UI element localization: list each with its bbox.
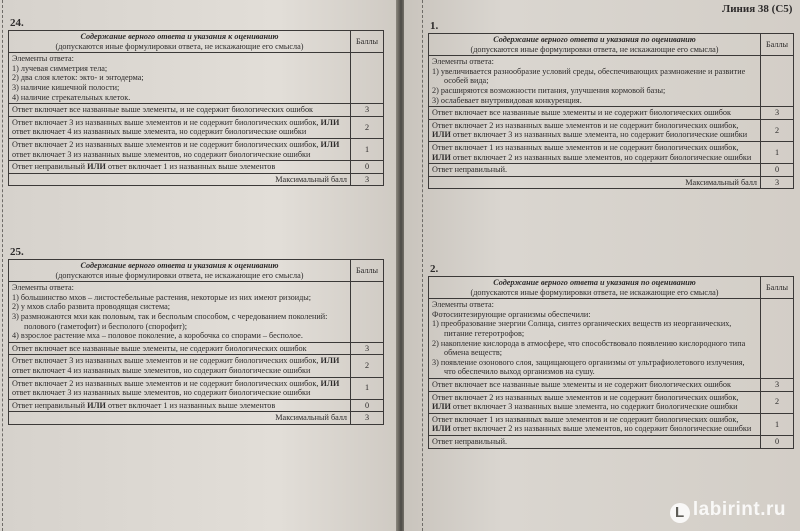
criterion-text-part: ответ включает 4 из названных выше элементов, но содержит биологические ошибки — [12, 365, 311, 375]
labirint-logo-icon: L — [670, 503, 690, 523]
criterion-text: Ответ неправильный. — [429, 435, 761, 448]
empty-points-cell — [351, 282, 384, 343]
header-content-cell — [9, 31, 351, 53]
header-subtitle: (допускаются иные формулировки ответа, не искажающие его смысла) — [55, 41, 304, 51]
criterion-text — [429, 141, 761, 163]
criterion-text — [9, 399, 351, 412]
criterion-row — [429, 119, 794, 141]
element-item: 1) преобразование энергии Солнца, синтез органических веществ из неорганических, питание гетеротрофов; — [432, 319, 732, 338]
criterion-text-part: Ответ неправильный — [12, 162, 88, 172]
question-number-1: 1. — [430, 20, 439, 32]
criterion-points: 2 — [761, 119, 794, 141]
criterion-row — [9, 399, 384, 412]
header-title: Содержание верного ответа и указания по оцениванию — [493, 278, 696, 287]
element-item: 2) два слоя клеток: экто- и энтодерма; — [12, 73, 144, 83]
max-row — [9, 412, 384, 425]
criterion-text-part: Ответ включает 2 из названных выше элементов и не содержит биологических ошибок, — [432, 120, 739, 130]
criterion-text-part: ответ включает 2 из названных выше элементов, но содержит биологические ошибки — [450, 424, 752, 434]
elements-intro: Фотосинтезирующие организмы обеспечили: — [432, 309, 591, 319]
max-points: 3 — [761, 176, 794, 189]
or-emphasis: ИЛИ — [432, 402, 451, 412]
question-number-24: 24. — [10, 17, 24, 29]
criterion-points: 0 — [761, 164, 794, 177]
max-label: Максимальный балл — [429, 176, 761, 189]
criterion-text — [9, 138, 351, 160]
criterion-row — [429, 107, 794, 120]
element-item: 3) появление озонового слоя, защищающего организмы от ультрафиолетового излучения, что обеспечило выход организмов на сушу. — [432, 357, 745, 377]
or-emphasis: ИЛИ — [87, 400, 106, 410]
criterion-text-part: ответ включает 1 из названных выше элементов — [105, 400, 276, 410]
element-item: 1) лучевая симметрия тела; — [12, 63, 108, 73]
header-subtitle: (допускаются иные формулировки ответа, не искажающие его смысла) — [55, 270, 304, 280]
max-points: 3 — [351, 173, 384, 186]
element-item: 3) ослабевает внутривидовая конкуренция. — [432, 95, 582, 105]
criterion-points: 1 — [761, 141, 794, 163]
criterion-text-part: Ответ включает 2 из названных выше элементов и не содержит биологических ошибок, — [432, 392, 739, 402]
criterion-text: Ответ неправильный. — [429, 164, 761, 177]
answer-table-2 — [428, 276, 794, 449]
criterion-text-part: Ответ включает 3 из названных выше элементов и не содержит биологических ошибок, — [12, 117, 321, 127]
criterion-text-part: ответ включает 3 из названных выше элементов, но содержит биологические ошибки — [12, 388, 311, 398]
question-number-25: 25. — [10, 246, 24, 258]
max-points: 3 — [351, 412, 384, 425]
element-item: 1) большинство мхов – листостебельные растения, некоторые из них имеют ризоиды; — [12, 292, 312, 302]
elements-row — [429, 299, 794, 379]
empty-points-cell — [761, 56, 794, 107]
elements-title: Элементы ответа: — [12, 283, 74, 293]
table-header-row — [429, 34, 794, 56]
elements-cell — [429, 299, 761, 379]
right-page — [404, 0, 800, 531]
answer-table-1 — [428, 33, 794, 189]
criterion-text: Ответ включает все названные выше элементы и не содержит биологических ошибок — [429, 107, 761, 120]
criterion-text-part: Ответ включает 1 из названных выше элементов и не содержит биологических ошибок, — [432, 142, 739, 152]
header-subtitle: (допускаются иные формулировки ответа, не искажающие его смысла) — [470, 287, 719, 297]
answer-table-24 — [8, 30, 384, 186]
or-emphasis: ИЛИ — [320, 356, 340, 366]
criterion-row — [9, 342, 384, 355]
or-emphasis: ИЛИ — [320, 117, 340, 127]
criterion-text — [9, 161, 351, 174]
criterion-text — [429, 391, 761, 413]
header-subtitle: (допускаются иные формулировки ответа, не искажающие его смысла) — [470, 44, 719, 54]
table-header-row — [9, 260, 384, 282]
element-item: 4) наличие стрекательных клеток. — [12, 92, 131, 102]
criterion-row — [9, 104, 384, 117]
elements-row — [9, 282, 384, 343]
criterion-text-part: Ответ включает 3 из названных выше элементов и не содержит биологических ошибок, — [12, 356, 321, 366]
answer-table-25 — [8, 259, 384, 425]
criterion-points: 3 — [351, 342, 384, 355]
element-item: 1) увеличивается разнообразие условий среды, обеспечивающих размножение и развитие особей вида; — [432, 66, 746, 86]
criterion-points: 1 — [351, 377, 384, 399]
elements-cell — [9, 53, 351, 104]
elements-title: Элементы ответа: — [432, 57, 494, 67]
header-points: Баллы — [761, 277, 794, 299]
elements-row — [429, 56, 794, 107]
criterion-text — [9, 116, 351, 138]
criterion-points: 0 — [351, 399, 384, 412]
watermark-text: labirint.ru — [692, 499, 786, 520]
element-item: 2) накопление кислорода в атмосфере, что способствовало появлению кислородного типа обмена веществ; — [432, 338, 746, 358]
empty-points-cell — [761, 299, 794, 379]
header-title: Содержание верного ответа и указания к оцениванию — [80, 261, 279, 270]
criterion-text-part: ответ включает 3 из названных выше элементов, но содержит биологические ошибки — [12, 149, 311, 159]
criterion-text — [9, 355, 351, 377]
elements-title: Элементы ответа: — [432, 300, 494, 310]
max-label: Максимальный балл — [9, 412, 351, 425]
table-header-row — [429, 277, 794, 299]
criterion-points: 1 — [351, 138, 384, 160]
watermark — [670, 499, 786, 523]
cut-line-left — [2, 0, 3, 531]
header-points: Баллы — [761, 34, 794, 56]
header-content-cell — [429, 34, 761, 56]
or-emphasis: ИЛИ — [320, 139, 340, 149]
element-item: 2) расширяются возможности питания, улучшения кормовой базы; — [432, 85, 666, 95]
criterion-text — [9, 377, 351, 399]
question-number-2: 2. — [430, 263, 439, 275]
header-points: Баллы — [351, 260, 384, 282]
criterion-text: Ответ включает все названные выше элементы, не содержит биологических ошибок — [9, 342, 351, 355]
criterion-points: 0 — [351, 161, 384, 174]
criterion-text — [429, 119, 761, 141]
empty-points-cell — [351, 53, 384, 104]
criterion-row — [429, 435, 794, 448]
header-content-cell — [9, 260, 351, 282]
criterion-text-part: ответ включает 2 из названных выше элементов, но содержит биологические ошибки — [450, 152, 752, 162]
elements-cell — [9, 282, 351, 343]
criterion-row — [429, 378, 794, 391]
elements-row — [9, 53, 384, 104]
criterion-row — [429, 413, 794, 435]
or-emphasis: ИЛИ — [87, 162, 106, 172]
criterion-row — [9, 116, 384, 138]
or-emphasis: ИЛИ — [432, 152, 451, 162]
criterion-text-part: Ответ неправильный — [12, 400, 88, 410]
element-item: 3) наличие кишечной полости; — [12, 82, 120, 92]
criterion-text-part: ответ включает 3 названных выше элемента, но содержит биологические ошибки — [450, 402, 738, 412]
header-points: Баллы — [351, 31, 384, 53]
criterion-text — [429, 413, 761, 435]
elements-cell — [429, 56, 761, 107]
table-header-row — [9, 31, 384, 53]
criterion-points: 3 — [351, 104, 384, 117]
criterion-points: 1 — [761, 413, 794, 435]
header-content-cell — [429, 277, 761, 299]
criterion-points: 3 — [761, 378, 794, 391]
max-row — [9, 173, 384, 186]
criterion-row — [9, 377, 384, 399]
header-title: Содержание верного ответа и указания по оцениванию — [493, 35, 696, 44]
or-emphasis: ИЛИ — [432, 130, 451, 140]
criterion-points: 3 — [761, 107, 794, 120]
criterion-text: Ответ включает все названные выше элементы, и не содержит биологических ошибок — [9, 104, 351, 117]
element-item: 2) у мхов слабо развита проводящая система; — [12, 302, 171, 312]
max-label: Максимальный балл — [9, 173, 351, 186]
criterion-row — [429, 141, 794, 163]
criterion-row — [9, 355, 384, 377]
criterion-text-part: Ответ включает 2 из названных выше элементов и не содержит биологических ошибок, — [12, 139, 321, 149]
criterion-points: 0 — [761, 435, 794, 448]
criterion-points: 2 — [761, 391, 794, 413]
element-item: 3) размножаются мхи как половым, так и бесполым способом, с чередованием поколений: полового (гаметофит) и бесполого (спорофит); — [12, 311, 328, 331]
elements-title: Элементы ответа: — [12, 54, 74, 64]
criterion-text-part: ответ включает 3 из названных выше элемента, но содержит биологические ошибки — [450, 130, 748, 140]
criterion-row — [9, 161, 384, 174]
criterion-points: 2 — [351, 116, 384, 138]
max-row — [429, 176, 794, 189]
or-emphasis: ИЛИ — [432, 424, 451, 434]
criterion-text: Ответ включает все названные выше элементы и не содержит биологических ошибок — [429, 378, 761, 391]
left-page — [0, 0, 398, 531]
element-item: 4) взрослое растение мха – половое поколение, а коробочка со спорами – бесполое. — [12, 331, 303, 341]
criterion-text-part: Ответ включает 1 из названных выше элементов и не содержит биологических ошибок, — [432, 414, 739, 424]
header-title: Содержание верного ответа и указания к оцениванию — [80, 32, 279, 41]
criterion-row — [9, 138, 384, 160]
criterion-row — [429, 164, 794, 177]
criterion-text-part: Ответ включает 2 из названных выше элементов и не содержит биологических ошибок, — [12, 378, 321, 388]
cut-line-right — [422, 0, 423, 531]
criterion-text-part: ответ включает 4 из названных выше элемента, но содержит биологические ошибки — [12, 127, 307, 137]
criterion-text-part: ответ включает 1 из названных выше элементов — [105, 162, 276, 172]
criterion-row — [429, 391, 794, 413]
criterion-points: 2 — [351, 355, 384, 377]
running-head: Линия 38 (С5) — [722, 3, 793, 15]
or-emphasis: ИЛИ — [320, 378, 340, 388]
